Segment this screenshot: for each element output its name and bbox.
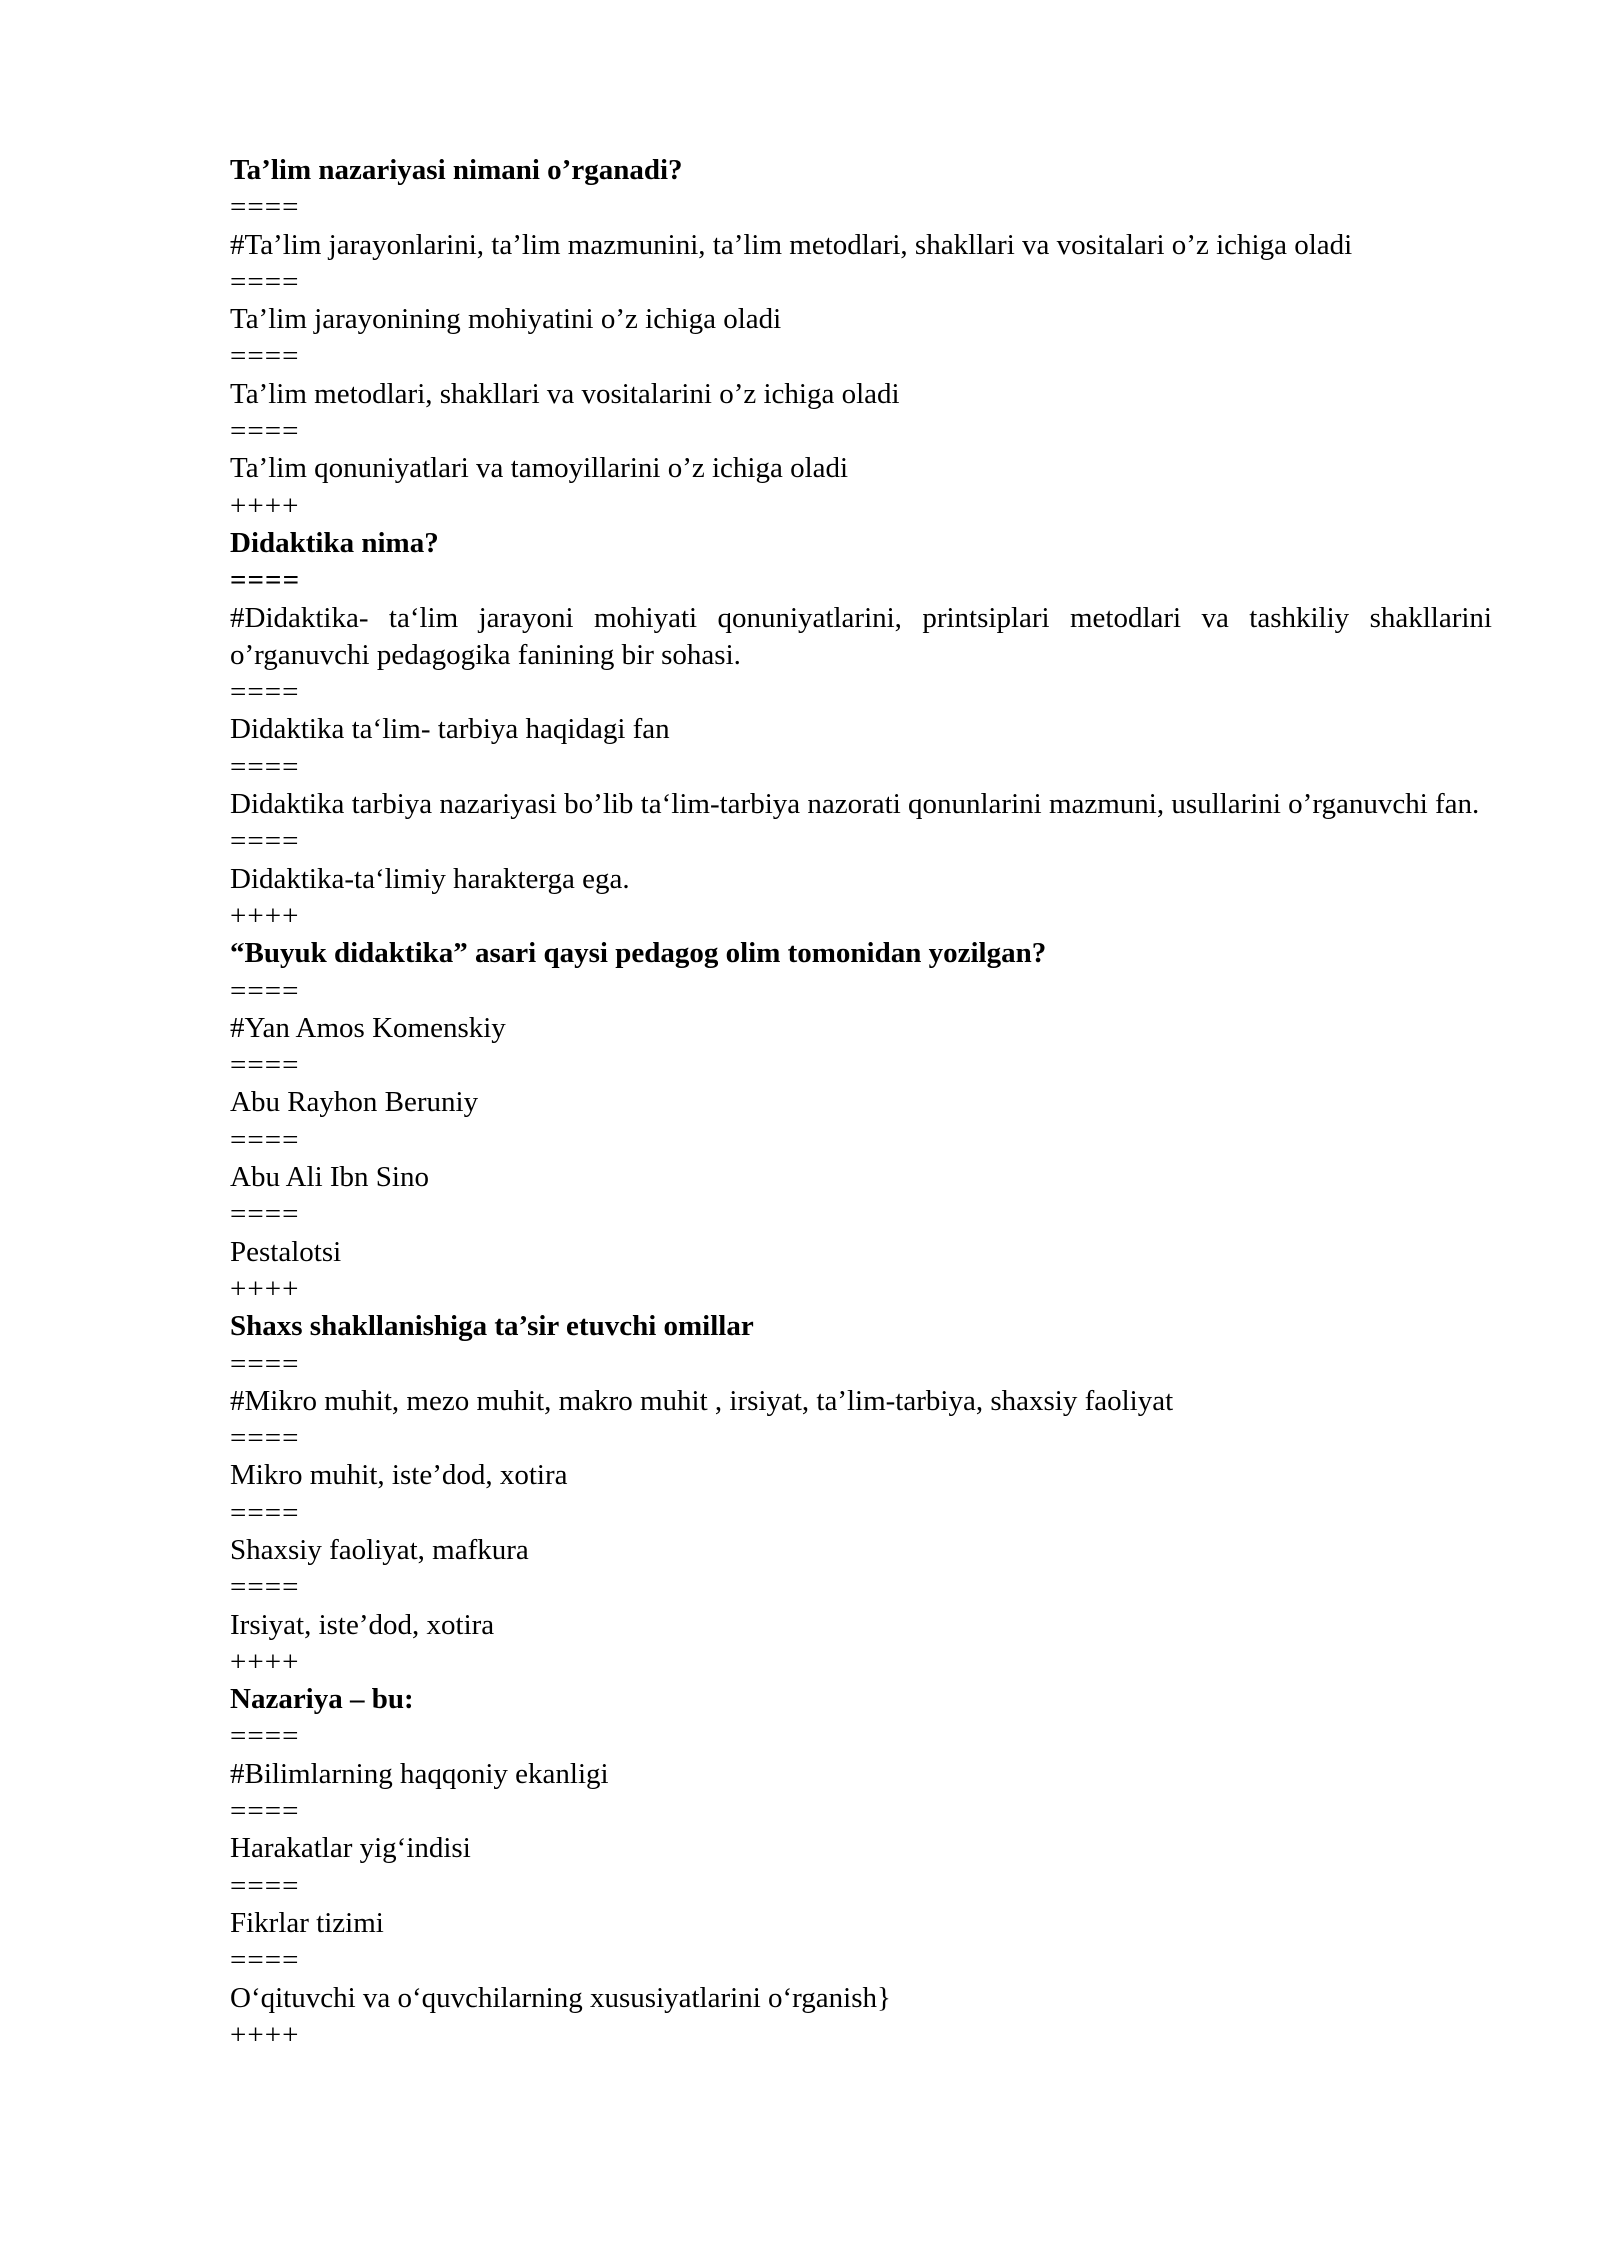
question-separator: ++++ [230,2018,300,2051]
answer-option: #Yan Amos Komenskiy [230,1011,506,1044]
answer-option: Abu Rayhon Beruniy [230,1086,479,1119]
answer-option: Mikro muhit, iste’dod, xotira [230,1459,568,1492]
question-separator: ++++ [230,1272,300,1305]
answer-option: Didaktika tarbiya nazariyasi bo’lib ta‘lim-tarbiya nazorati qonunlarini mazmuni, usullarini o’rganuvchi fan. [230,788,1480,821]
option-separator: ==== [230,1422,300,1455]
option-separator: ==== [230,1795,300,1828]
option-separator: ==== [230,1869,300,1902]
option-separator: ==== [230,265,300,298]
answer-option: Harakatlar yig‘indisi [230,1832,471,1865]
option-separator: ==== [230,1347,300,1380]
question-heading: Ta’lim nazariyasi nimani o’rganadi? [230,154,683,186]
option-separator: ==== [230,191,300,224]
option-separator: ==== [230,415,300,448]
answer-option: #Bilimlarning haqqoniy ekanligi [230,1757,609,1790]
question-separator: ++++ [230,899,300,932]
answer-option: Abu Ali Ibn Sino [230,1161,429,1194]
answer-option: Ta’lim qonuniyatlari va tamoyillarini o’z ichiga oladi [230,452,849,485]
question-separator: ++++ [230,1645,300,1678]
option-separator: ==== [230,1123,300,1156]
answer-option: Ta’lim metodlari, shakllari va vositalarini o’z ichiga oladi [230,377,900,410]
answer-option: #Didaktika- ta‘lim jarayoni mohiyati qonuniyatlarini, printsiplari metodlari va tashkiliy shakllarini o’rganuvchi pedagogika fanining bir sohasi. [230,601,1492,671]
option-separator: ==== [230,1571,300,1604]
option-separator: ==== [230,676,300,709]
answer-option: Didaktika ta‘lim- tarbiya haqidagi fan [230,713,670,746]
option-separator: ==== [230,1198,300,1231]
option-separator: ==== [230,1720,300,1753]
answer-option: O‘qituvchi va o‘quvchilarning xususiyatlarini o‘rganish} [230,1981,891,2014]
option-separator: ==== [230,974,300,1007]
question-heading: Didaktika nima? [230,526,439,559]
option-separator: ==== [230,1496,300,1529]
answer-option: Ta’lim jarayonining mohiyatini o’z ichiga oladi [230,303,782,336]
answer-option: Fikrlar tizimi [230,1906,384,1939]
question-separator: ++++ [230,489,300,522]
answer-option: Irsiyat, iste’dod, xotira [230,1608,495,1641]
option-separator: ==== [230,1944,300,1977]
option-separator: ==== [230,340,300,373]
option-separator: ==== [230,1049,300,1082]
question-heading: “Buyuk didaktika” asari qaysi pedagog olim tomonidan yozilgan? [230,937,1047,970]
answer-option: Didaktika-ta‘limiy harakterga ega. [230,862,630,895]
answer-option: #Ta’lim jarayonlarini, ta’lim mazmunini, ta’lim metodlari, shakllari va vositalari o’z ichiga oladi [230,228,1353,261]
question-heading: Shaxs shakllanishiga ta’sir etuvchi omillar [230,1310,754,1343]
option-separator: ==== [230,750,300,783]
question-heading: Nazariya – bu: [230,1683,414,1716]
option-separator: ==== [230,825,300,858]
answer-option: #Mikro muhit, mezo muhit, makro muhit , irsiyat, ta’lim-tarbiya, shaxsiy faoliyat [230,1384,1174,1417]
answer-option: Pestalotsi [230,1235,342,1268]
answer-option: Shaxsiy faoliyat, mafkura [230,1533,529,1566]
document-page [230,152,1492,2054]
option-separator: ==== [230,564,301,597]
